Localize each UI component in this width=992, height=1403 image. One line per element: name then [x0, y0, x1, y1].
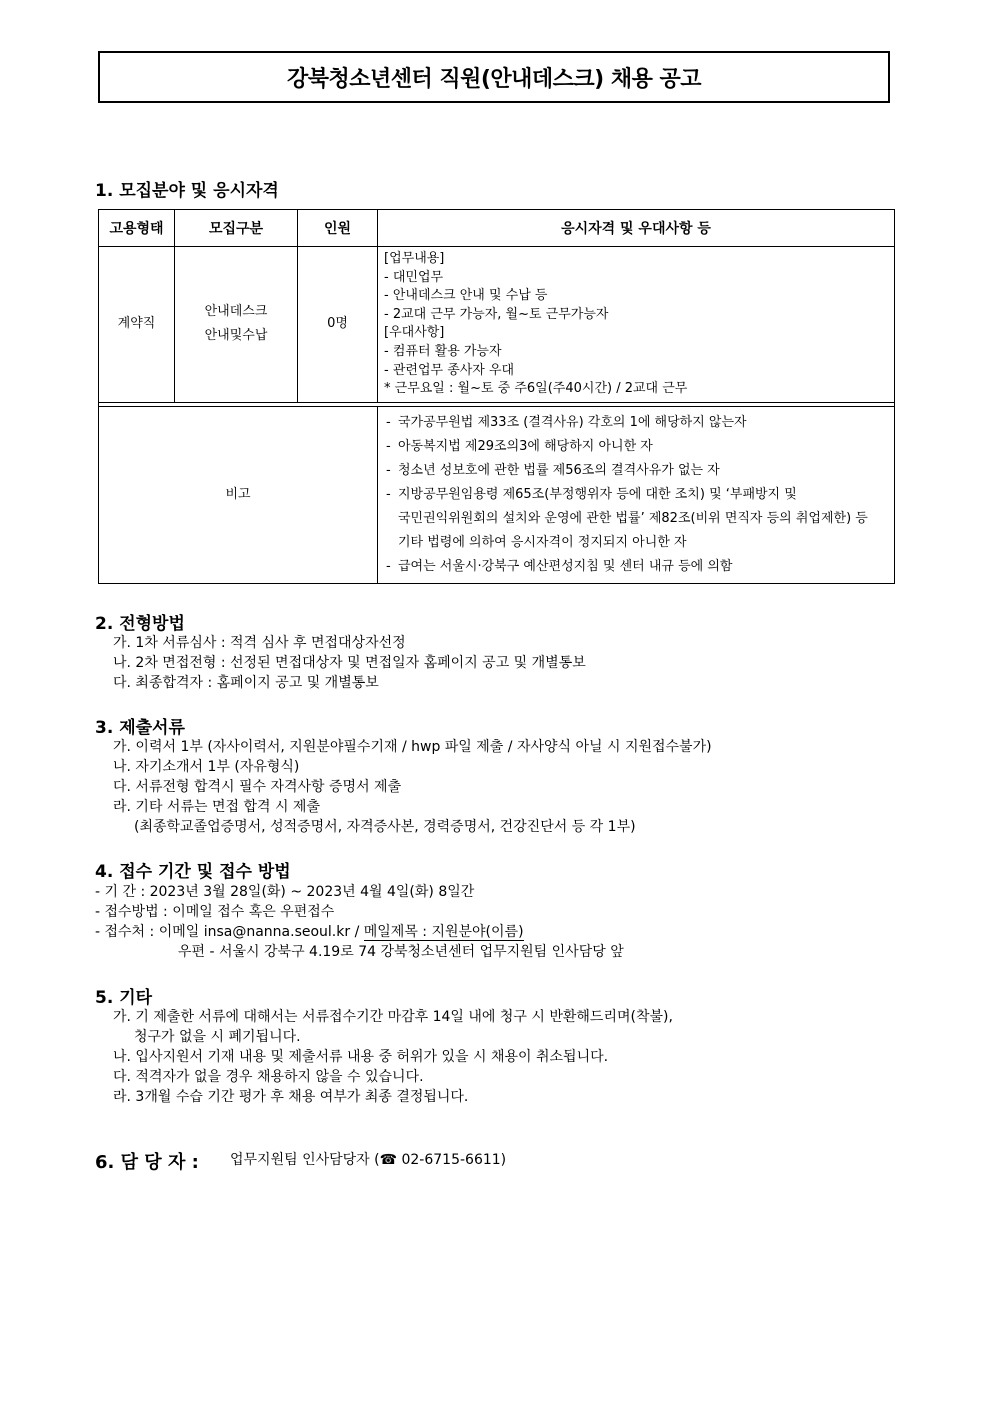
section6-heading: 6. 담 당 자 : — [95, 1152, 199, 1173]
list-item: 가. 이력서 1부 (자사이력서, 지원분야필수기재 / hwp 파일 제출 / 자사양식 아닐 시 지원접수불가) — [113, 739, 712, 755]
category-line2: 안내및수납 — [204, 328, 268, 344]
section4-heading: 4. 접수 기간 및 접수 방법 — [95, 862, 291, 882]
qualification-line: [업무내용] — [384, 251, 445, 266]
mail-subject: 메일제목 : 지원분야(이름) — [363, 924, 524, 940]
method-text: - 접수방법 : 이메일 접수 혹은 우편접수 — [95, 904, 335, 920]
header-category: 모집구분 — [175, 210, 298, 247]
qualification-line: [우대사항] — [384, 325, 445, 341]
qualifications-cell — [378, 247, 895, 403]
qualification-line: - 안내데스크 안내 및 수납 등 — [384, 288, 548, 304]
qualification-line: - 관련업무 종사자 우대 — [384, 362, 515, 378]
header-count: 인원 — [298, 210, 378, 247]
list-item: 다. 적격자가 없을 경우 채용하지 않을 수 있습니다. — [113, 1069, 424, 1085]
notes-row — [99, 406, 895, 583]
note-item: - 아동복지법 제29조의3에 해당하지 아니한 자 — [386, 438, 653, 454]
qualification-line: * 근무요일 : 월~토 중 주6일(주40시간) / 2교대 근무 — [384, 381, 688, 397]
note-item: - 국가공무원법 제33조 (결격사유) 각호의 1에 해당하지 않는자 — [386, 414, 747, 430]
list-item: 라. 기타 서류는 면접 합격 시 제출 — [113, 799, 320, 815]
qualification-line: - 대민업무 — [384, 269, 444, 285]
notes-label: 비고 — [99, 406, 378, 583]
section3-heading: 3. 제출서류 — [95, 718, 185, 738]
period-text: - 기 간 : 2023년 3월 28일(화) ~ 2023년 4월 4일(화) 8일간 — [95, 884, 475, 900]
header-qualifications: 응시자격 및 우대사항 등 — [378, 210, 895, 247]
category-cell — [175, 247, 298, 403]
list-item: 라. 3개월 수습 기간 평가 후 채용 여부가 최종 결정됩니다. — [113, 1089, 469, 1105]
post-text: 우편 - 서울시 강북구 4.19로 74 강북청소년센터 업무지원팀 인사담당 앞 — [178, 944, 624, 960]
header-employment-type: 고용형태 — [99, 210, 175, 247]
list-item: 가. 기 제출한 서류에 대해서는 서류접수기간 마감후 14일 내에 청구 시 반환해드리며(착불), — [113, 1009, 673, 1025]
list-item: 다. 서류전형 합격시 필수 자격사항 증명서 제출 — [113, 779, 402, 795]
section5-heading: 5. 기타 — [95, 988, 153, 1008]
qualification-line: - 2교대 근무 가능자, 월~토 근무가능자 — [384, 306, 609, 322]
list-item: (최종학교졸업증명서, 성적증명서, 자격증사본, 경력증명서, 건강진단서 등 각 1부) — [134, 819, 636, 835]
contact-text: 업무지원팀 인사담당자 (☎ 02-6715-6611) — [230, 1152, 507, 1168]
note-item: - 급여는 서울시·강북구 예산편성지침 및 센터 내규 등에 의함 — [386, 558, 733, 574]
recruit-table — [98, 209, 895, 584]
list-item: 다. 최종합격자 : 홈페이지 공고 및 개별통보 — [113, 675, 379, 691]
notes-cell — [378, 406, 895, 583]
category-line1: 안내데스크 — [204, 304, 268, 320]
note-item: - 지방공무원임용령 제65조(부정행위자 등에 대한 조치) 및 ‘부패방지 및 국민권익위원회의 설치와 운영에 관한 법률’ 제82조(비위 면직자 등의 취업제한) 등 기타 법령에 의하여 응시자격이 정지되지 아니한 자 — [386, 486, 868, 550]
section2-heading: 2. 전형방법 — [95, 614, 185, 634]
employment-type-cell: 계약직 — [99, 247, 175, 403]
list-item: 나. 입사지원서 기재 내용 및 제출서류 내용 중 허위가 있을 시 채용이 취소됩니다. — [113, 1049, 609, 1065]
page-title: 강북청소년센터 직원(안내데스크) 채용 공고 — [98, 51, 890, 103]
list-item: 나. 자기소개서 1부 (자유형식) — [113, 759, 300, 775]
place-prefix: - 접수처 : 이메일 insa@nanna.seoul.kr / — [95, 924, 364, 940]
place-text — [95, 922, 524, 942]
count-cell: 0명 — [298, 247, 378, 403]
table-row — [99, 247, 895, 403]
list-item: 가. 1차 서류심사 : 적격 심사 후 면접대상자선정 — [113, 635, 406, 651]
qualification-line: - 컴퓨터 활용 가능자 — [384, 343, 502, 359]
note-item: - 청소년 성보호에 관한 법률 제56조의 결격사유가 없는 자 — [386, 462, 720, 478]
list-item: 나. 2차 면접전형 : 선정된 면접대상자 및 면접일자 홈페이지 공고 및 개별통보 — [113, 655, 586, 671]
list-item: 청구가 없을 시 폐기됩니다. — [134, 1029, 301, 1045]
table-header-row — [99, 210, 895, 247]
section1-heading: 1. 모집분야 및 응시자격 — [95, 181, 279, 201]
